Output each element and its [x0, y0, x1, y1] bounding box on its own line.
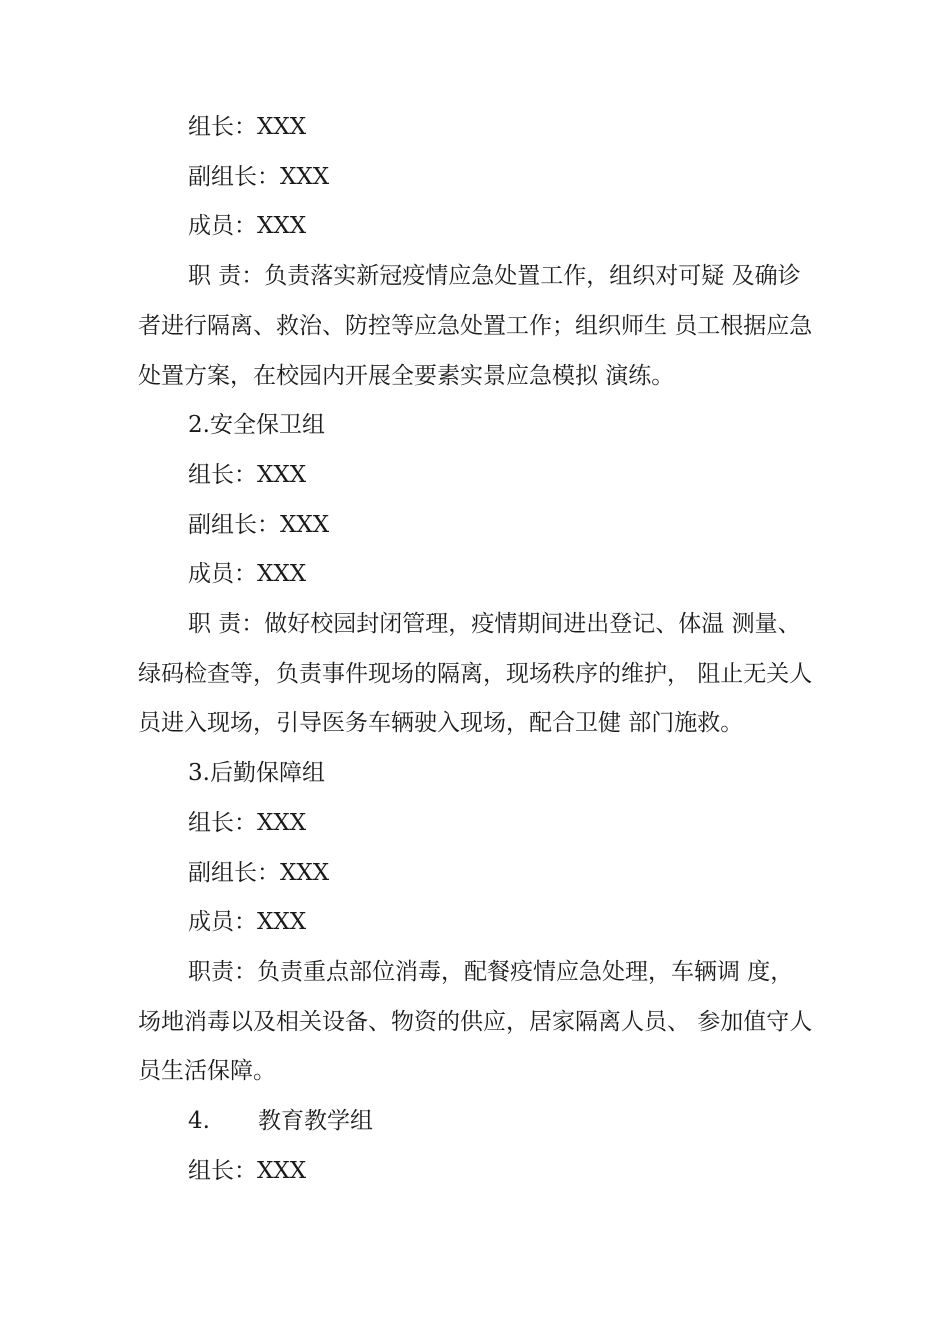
group2-deputy: 副组长：XXX: [188, 511, 330, 538]
group2-duty-line: 员进入现场，引导医务车辆驶入现场，配合卫健 部门施救。: [138, 710, 744, 737]
group2-members: 成员：XXX: [188, 561, 307, 588]
group3-duty-line: 场地消毒以及相关设备、物资的供应，居家隔离人员、 参加值守人: [138, 1008, 813, 1035]
group3-duty-line: 员生活保障。: [138, 1058, 276, 1085]
group1-duty-line: 者进行隔离、救治、防控等应急处置工作；组织师生 员工根据应急: [138, 312, 813, 339]
group3-title: 3.后勤保障组: [188, 760, 325, 787]
group2-leader: 组长：XXX: [188, 461, 307, 488]
group1-duty: [138, 252, 838, 401]
group3-leader: 组长：XXX: [188, 809, 307, 836]
document-body: [138, 103, 838, 1196]
group3-deputy: 副组长：XXX: [188, 859, 330, 886]
group4-heading: [138, 1097, 838, 1147]
group1-leader: 组长：XXX: [188, 114, 307, 140]
group3-duty: [138, 948, 838, 1097]
group4-number: 4.: [188, 1108, 210, 1135]
group2-duty-line: 职 责：做好校园封闭管理，疫情期间进出登记、体温 测量、: [188, 611, 801, 638]
group2-title: 2.安全保卫组: [188, 412, 325, 439]
group3-duty-line: 职责：负责重点部位消毒，配餐疫情应急处理，车辆调 度，: [188, 958, 794, 985]
group1-duty-line: 职 责：负责落实新冠疫情应急处置工作，组织对可疑 及确诊: [188, 263, 801, 290]
group1-members: 成员：XXX: [188, 213, 307, 240]
group1-duty-line: 处置方案，在校园内开展全要素实景应急模拟 演练。: [138, 362, 675, 389]
group2-duty: [138, 600, 838, 749]
group2-duty-line: 绿码检查等，负责事件现场的隔离，现场秩序的维护， 阻止无关人: [138, 660, 813, 687]
group4-title: 教育教学组: [258, 1108, 373, 1135]
group3-members: 成员：XXX: [188, 909, 307, 936]
group1-deputy: 副组长：XXX: [188, 163, 330, 190]
group4-leader: 组长：XXX: [188, 1157, 307, 1184]
